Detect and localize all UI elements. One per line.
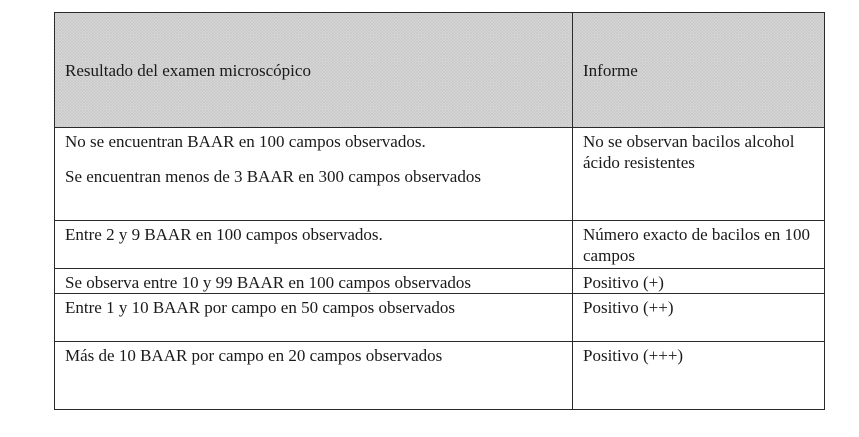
report-cell: Positivo (+) — [573, 269, 825, 294]
baar-results-table — [54, 12, 825, 410]
result-cell — [55, 221, 573, 269]
header-result: Resultado del examen microscópico — [55, 13, 573, 128]
result-text: Entre 1 y 10 BAAR por campo en 50 campos observados — [65, 298, 455, 317]
table-row — [55, 128, 825, 221]
table-row — [55, 221, 825, 269]
result-text: Se encuentran menos de 3 BAAR en 300 campos observados — [65, 167, 481, 186]
result-cell — [55, 128, 573, 221]
result-text: Más de 10 BAAR por campo en 20 campos observados — [65, 346, 443, 365]
table-row — [55, 269, 825, 294]
header-row — [55, 13, 825, 128]
header-report: Informe — [573, 13, 825, 128]
report-cell: No se observan bacilos alcohol ácido resistentes — [573, 128, 825, 221]
report-cell: Número exacto de bacilos en 100 campos — [573, 221, 825, 269]
table-header — [55, 13, 825, 128]
table-row — [55, 342, 825, 410]
report-cell: Positivo (+++) — [573, 342, 825, 410]
report-cell: Positivo (++) — [573, 294, 825, 342]
result-cell — [55, 342, 573, 410]
table-row — [55, 294, 825, 342]
result-text: Entre 2 y 9 BAAR en 100 campos observados. — [65, 225, 383, 244]
result-cell — [55, 269, 573, 294]
result-text: Se observa entre 10 y 99 BAAR en 100 campos observados — [65, 273, 472, 292]
result-cell — [55, 294, 573, 342]
result-text: No se encuentran BAAR en 100 campos observados. — [65, 132, 426, 151]
